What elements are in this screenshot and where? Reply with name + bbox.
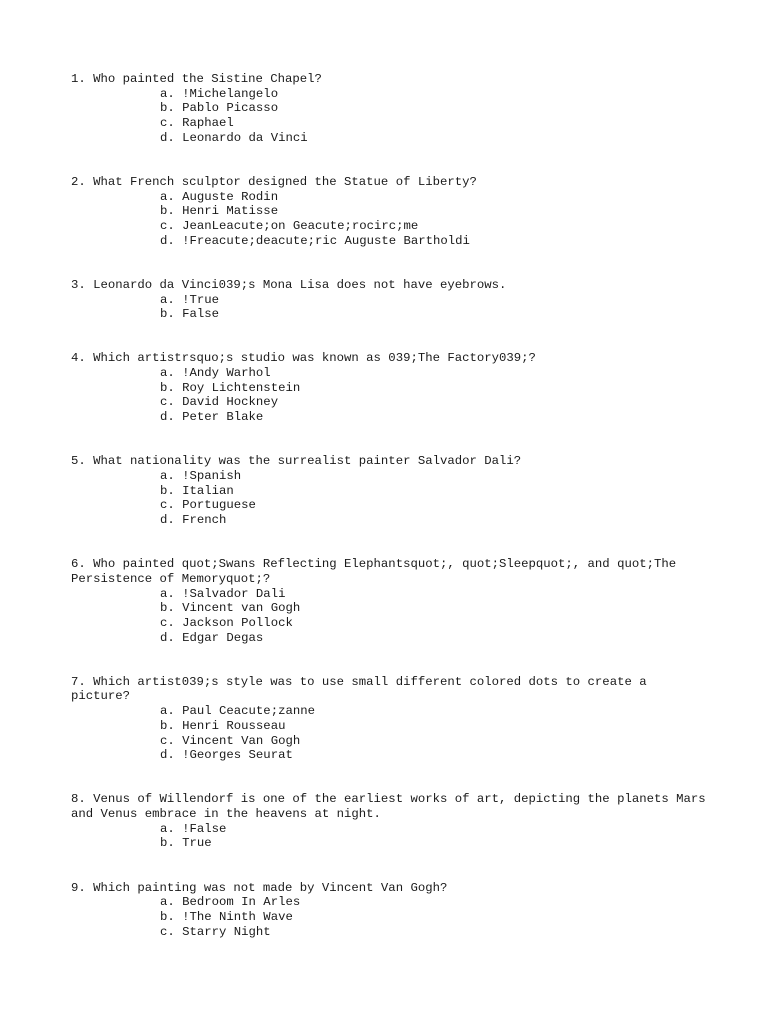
answer-option: c. Jackson Pollock	[160, 615, 293, 630]
answer-option: b. !The Ninth Wave	[160, 909, 293, 924]
answer-option: b. Italian	[160, 483, 234, 498]
question-9	[71, 881, 711, 940]
question-3	[71, 278, 711, 322]
question-text: 2. What French sculptor designed the Statue of Liberty?	[71, 174, 477, 189]
answer-option: a. !True	[160, 292, 220, 307]
answer-option: d. !Freacute;deacute;ric Auguste Bartholdi	[160, 233, 470, 248]
answer-option: a. !Andy Warhol	[160, 366, 271, 381]
spacer	[71, 146, 711, 175]
answer-option: d. French	[160, 513, 227, 528]
answer-option: c. Starry Night	[160, 924, 271, 939]
spacer	[71, 528, 711, 557]
question-text: 1. Who painted the Sistine Chapel?	[71, 72, 322, 86]
spacer	[71, 248, 711, 277]
answer-option: a. !Spanish	[160, 468, 242, 483]
answer-option: c. Vincent Van Gogh	[160, 733, 301, 748]
question-1	[71, 72, 711, 146]
question-8	[71, 792, 714, 851]
spacer	[71, 763, 711, 792]
answer-option: c. David Hockney	[160, 395, 279, 410]
answer-option: a. Auguste Rodin	[160, 189, 279, 204]
answer-option: d. Peter Blake	[160, 410, 264, 425]
question-text: 7. Which artist039;s style was to use small different colored dots to create a picture?	[71, 674, 654, 704]
answer-option: b. Roy Lichtenstein	[160, 380, 301, 395]
answer-option: b. Vincent van Gogh	[160, 601, 301, 616]
question-text: 5. What nationality was the surrealist painter Salvador Dali?	[71, 454, 522, 469]
question-text: 3. Leonardo da Vinci039;s Mona Lisa does not have eyebrows.	[71, 277, 507, 292]
answer-option: a. !False	[160, 821, 227, 836]
answer-option: b. Henri Matisse	[160, 204, 279, 219]
answer-option: a. Paul Ceacute;zanne	[160, 704, 315, 719]
answer-option: b. Pablo Picasso	[160, 101, 279, 116]
spacer	[71, 645, 711, 674]
question-text: 4. Which artistrsquo;s studio was known as 039;The Factory039;?	[71, 351, 536, 366]
spacer	[71, 322, 711, 351]
spacer	[71, 851, 711, 880]
question-5	[71, 454, 711, 528]
answer-option: c. JeanLeacute;on Geacute;rocirc;me	[160, 219, 419, 234]
answer-option: c. Raphael	[160, 116, 234, 131]
question-2	[71, 175, 711, 249]
quiz-document	[71, 72, 714, 939]
answer-option: d. !Georges Seurat	[160, 748, 293, 763]
question-text: 6. Who painted quot;Swans Reflecting Elephantsquot;, quot;Sleepquot;, and quot;The Persistence of Memoryquot;?	[71, 557, 684, 586]
answer-option: a. !Michelangelo	[160, 86, 279, 101]
answer-option: b. True	[160, 836, 212, 851]
answer-option: d. Edgar Degas	[160, 630, 264, 645]
answer-option: b. False	[160, 307, 220, 322]
answer-option: d. Leonardo da Vinci	[160, 130, 308, 145]
answer-option: b. Henri Rousseau	[160, 718, 286, 733]
question-7	[71, 675, 711, 763]
answer-option: c. Portuguese	[160, 498, 256, 513]
answer-option: a. Bedroom In Arles	[160, 895, 301, 910]
question-text: 8. Venus of Willendorf is one of the earliest works of art, depicting the planets Mars and Venus embrace in the heavens at night.	[71, 792, 714, 822]
question-6	[71, 557, 711, 645]
question-4	[71, 351, 711, 425]
spacer	[71, 425, 711, 454]
answer-option: a. !Salvador Dali	[160, 586, 286, 601]
question-text: 9. Which painting was not made by Vincent Van Gogh?	[71, 880, 448, 895]
